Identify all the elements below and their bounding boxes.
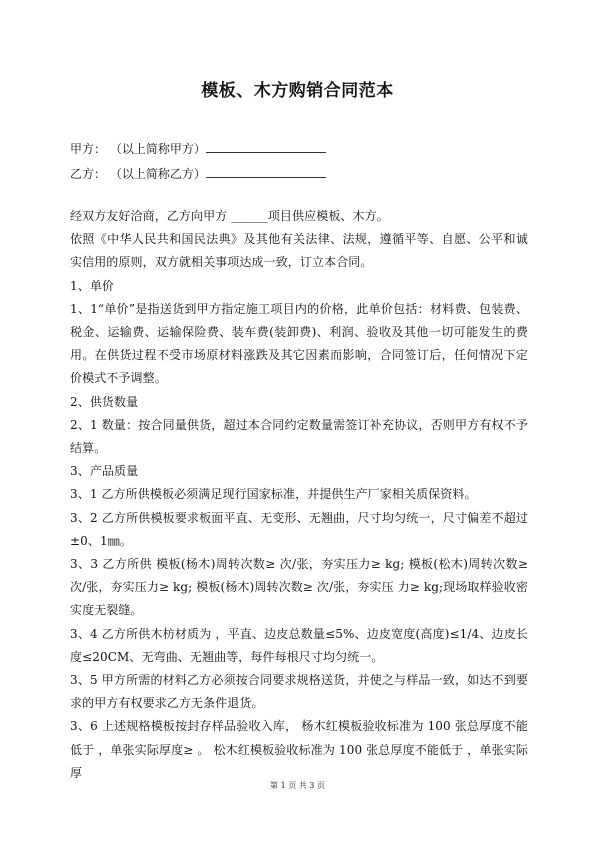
section-heading-quality: 3、产品质量 [70, 464, 139, 479]
party-b-note: （以上简称乙方） [109, 167, 206, 181]
party-a-note: （以上简称甲方） [109, 142, 206, 156]
document-title: 模板、木方购销合同范本 [201, 81, 394, 101]
paragraph-quantity-2-1: 2、1 数量：按合同量供货，超过本合同约定数量需签订补充协议，否则甲方有权不予结算。 [70, 417, 528, 456]
party-b-label: 乙方： [70, 167, 107, 181]
paragraph-basis: 依照《中华人民共和国民法典》及其他有关法律、法规，遵循平等、自愿、公平和诚实信用的原则，双方就相关事项达成一致，订立本合同。 [70, 232, 528, 270]
paragraph-intro: 经双方友好洽商，乙方向甲方 ______项目供应模板、木方。 [70, 209, 389, 223]
contract-body [70, 205, 528, 785]
party-a-label: 甲方： [70, 142, 107, 156]
paragraph-quality-3-1: 3、1 乙方所供模板必须满足现行国家标准，并提供生产厂家相关质保资料。 [70, 487, 477, 502]
paragraph-quality-3-4: 3、4 乙方所供木枋材质为 ，平直、边皮总数量≤5%、边皮宽度(高度)≤1/4、边皮长度≤20CM、无弯曲、无翘曲等，每件每根尺寸均匀统一。 [70, 626, 528, 664]
section-heading-quantity: 2、供货数量 [70, 394, 139, 409]
party-a-blank [206, 140, 326, 153]
paragraph-quality-3-6: 3、6 上述规格模板按封存样品验收入库， 杨木红模板验收标准为 100 张总厚度不能低于 ，单张实际厚度≥ 。 松木红模板验收标准为 100 张总厚度不能低于 ，单张实际厚 [70, 719, 528, 780]
party-a-line [70, 140, 326, 157]
party-b-line [70, 165, 326, 182]
paragraph-price-1-1: 1、1“单价”是指送货到甲方指定施工项目内的价格，此单价包括：材料费、包装费、税金、运输费、运输保险费、装车费(装卸费)、利润、验收及其他一切可能发生的费用。在供货过程不受市场原材料涨跌及其它因素而影响，合同签订后，任何情况下定价模式不予调整。 [70, 301, 528, 386]
party-b-blank [206, 165, 326, 178]
page-footer: 第 1 页 共 3 页 [270, 781, 325, 790]
paragraph-quality-3-2: 3、2 乙方所供模板要求板面平直、无变形、无翘曲，尺寸均匀统一，尺寸偏差不超过±0、1㎜。 [70, 510, 528, 548]
section-heading-price: 1、单价 [70, 278, 115, 293]
paragraph-quality-3-3: 3、3 乙方所供 模板(杨木)周转次数≥ 次/张，夯实压力≥ kg; 模板(松木)周转次数≥次/张，夯实压力≥ kg; 模板(杨木)周转次数≥ 次/张，夯实压 力≥ kg;现场取样验收密实度无裂缝。 [70, 557, 528, 618]
paragraph-quality-3-5: 3、5 甲方所需的材料乙方必须按合同要求规格送货，并使之与样品一致，如达不到要求的甲方有权要求乙方无条件退货。 [70, 673, 528, 711]
